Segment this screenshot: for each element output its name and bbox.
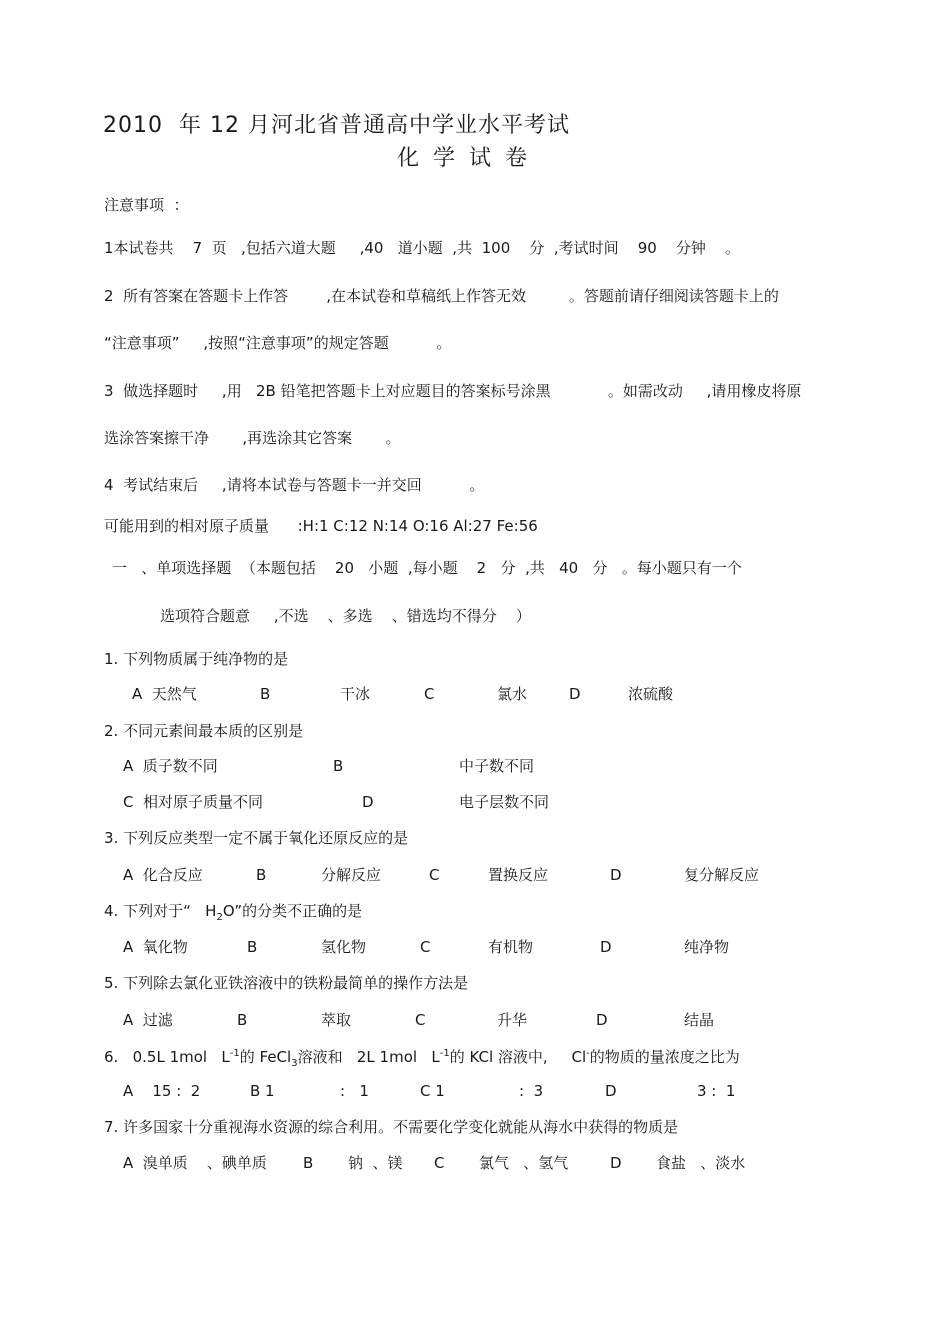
option-b-text: : 1 <box>340 1082 369 1100</box>
option-c-letter: C <box>429 866 440 884</box>
atomic-masses: 可能用到的相对原子质量 :H:1 C:12 N:14 O:16 Al:27 Fe:56 <box>104 517 538 535</box>
option-d-letter: D <box>596 1011 608 1029</box>
notice-item: 4 考试结束后 ,请将本试卷与答题卡一并交回 。 <box>104 476 485 494</box>
option-a: A 溴单质 、碘单质 <box>123 1154 267 1172</box>
stem-text: 溶液和 2L 1mol L <box>297 1048 440 1066</box>
option-c-letter: C <box>424 685 435 703</box>
option-c-text: 有机物 <box>488 938 534 956</box>
question-stem <box>104 902 362 927</box>
option-b-text: 干冰 <box>340 685 371 703</box>
option-d-text: 纯净物 <box>684 938 730 956</box>
stem-text: 的 FeCl <box>239 1048 292 1066</box>
question-stem: 2. 不同元素间最本质的区别是 <box>104 722 304 740</box>
option-d-text: 电子层数不同 <box>459 793 550 811</box>
option-c-text: 氯气 、氢气 <box>479 1154 569 1172</box>
section-heading: 一 、单项选择题 （本题包括 20 小题 ,每小题 2 分 ,共 40 分 。每小题只有一个 <box>112 559 742 577</box>
notice-item: 1本试卷共 7 页 ,包括六道大题 ,40 道小题 ,共 100 分 ,考试时间 90 分钟 。 <box>104 239 740 257</box>
option-a: A 15 : 2 <box>123 1082 201 1100</box>
subscript: 3 <box>291 1058 298 1069</box>
option-b-letter: B <box>247 938 258 956</box>
notice-item: “注意事项” ,按照“注意事项”的规定答题 。 <box>104 334 452 352</box>
notice-item: 选涂答案擦干净 ,再选涂其它答案 。 <box>104 429 401 447</box>
notice-heading: 注意事项 ： <box>104 196 189 214</box>
stem-text: 的 KCl 溶液中, Cl <box>449 1048 587 1066</box>
superscript: -1 <box>229 1048 240 1059</box>
option-b-letter: B <box>237 1011 248 1029</box>
option-d-letter: D <box>362 793 374 811</box>
option-d-letter: D <box>610 1154 622 1172</box>
option-d-letter: D <box>600 938 612 956</box>
exam-title: 2010 年 12 月河北省普通高中学业水平考试 <box>103 113 570 138</box>
stem-text: O”的分类不正确的是 <box>222 902 363 920</box>
option-c-letter: C <box>415 1011 426 1029</box>
option-b-letter: B <box>303 1154 314 1172</box>
option-d-text: 结晶 <box>684 1011 715 1029</box>
notice-item: 3 做选择题时 ,用 2B 铅笔把答题卡上对应题目的答案标号涂黑 。如需改动 ,请用橡皮将原 <box>104 382 802 400</box>
option-c-letter: C 1 <box>420 1082 445 1100</box>
option-b-text: 中子数不同 <box>459 757 535 775</box>
option-c-text: 置换反应 <box>488 866 549 884</box>
option-c-text: 氯水 <box>497 685 528 703</box>
stem-text: 6. 0.5L 1mol L <box>104 1048 230 1066</box>
option-b-text: 钠 、镁 <box>348 1154 403 1172</box>
option-a: A 化合反应 <box>123 866 203 884</box>
question-stem <box>104 1045 740 1073</box>
question-stem: 1. 下列物质属于纯净物的是 <box>104 650 289 668</box>
option-a: A 氧化物 <box>123 938 188 956</box>
option-d-letter: D <box>610 866 622 884</box>
option-a: A 过滤 <box>123 1011 173 1029</box>
option-b-letter: B 1 <box>250 1082 275 1100</box>
option-d-letter: D <box>605 1082 617 1100</box>
notice-item: 2 所有答案在答题卡上作答 ,在本试卷和草稿纸上作答无效 。答题前请仔细阅读答题卡上的 <box>104 287 779 305</box>
option-a: A 天然气 <box>132 685 197 703</box>
option-c-letter: C <box>420 938 431 956</box>
subscript: 2 <box>216 912 223 923</box>
question-stem: 3. 下列反应类型一定不属于氧化还原反应的是 <box>104 829 409 847</box>
option-b-text: 氢化物 <box>321 938 367 956</box>
option-c: C 相对原子质量不同 <box>123 793 264 811</box>
option-b-letter: B <box>260 685 271 703</box>
option-b-letter: B <box>333 757 344 775</box>
option-d-text: 复分解反应 <box>684 866 760 884</box>
superscript: - <box>586 1048 590 1059</box>
option-b-text: 分解反应 <box>321 866 382 884</box>
question-stem: 7. 许多国家十分重视海水资源的综合利用。不需要化学变化就能从海水中获得的物质是 <box>104 1118 679 1136</box>
option-b-letter: B <box>256 866 267 884</box>
question-stem: 5. 下列除去氯化亚铁溶液中的铁粉最简单的操作方法是 <box>104 974 469 992</box>
section-heading-cont: 选项符合题意 ,不选 、多选 、错选均不得分 ） <box>160 607 531 625</box>
stem-text: 4. 下列对于“ H <box>104 902 217 920</box>
option-c-letter: C <box>434 1154 445 1172</box>
option-d-text: 3 : 1 <box>697 1082 736 1100</box>
exam-subtitle: 化学试卷 <box>397 146 542 171</box>
option-c-text: : 3 <box>519 1082 544 1100</box>
superscript: -1 <box>439 1048 450 1059</box>
option-d-text: 浓硫酸 <box>628 685 674 703</box>
option-b-text: 萃取 <box>321 1011 352 1029</box>
option-d-text: 食盐 、淡水 <box>656 1154 746 1172</box>
option-d-letter: D <box>569 685 581 703</box>
option-a: A 质子数不同 <box>123 757 218 775</box>
stem-text: 的物质的量浓度之比为 <box>589 1048 740 1066</box>
option-c-text: 升华 <box>497 1011 528 1029</box>
